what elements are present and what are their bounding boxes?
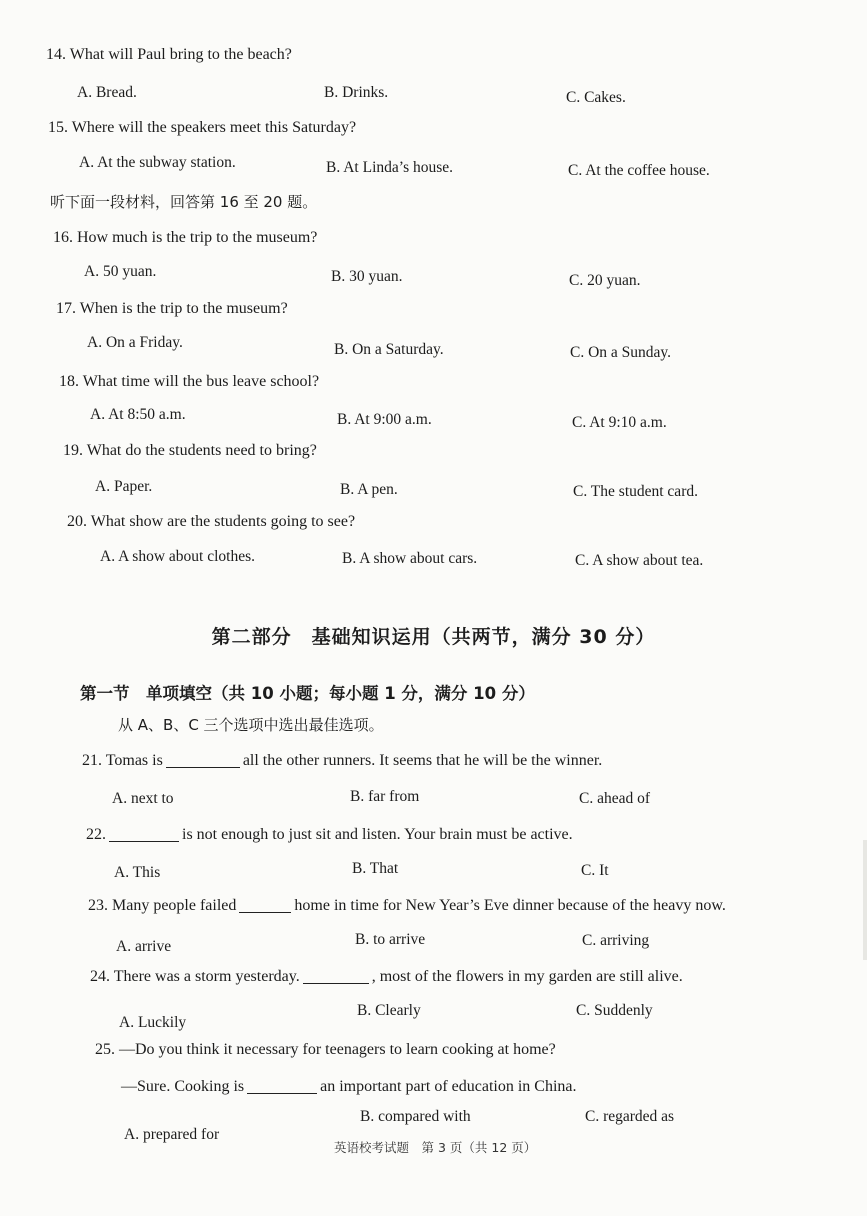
question-22-option-a: A. This [114, 864, 161, 881]
question-21-stem [82, 752, 602, 770]
question-25-stem: 25. —Do you think it necessary for teenagers to learn cooking at home? [95, 1041, 556, 1058]
question-24-option-a: A. Luckily [119, 1014, 187, 1031]
question-14-option-a: A. Bread. [77, 84, 137, 101]
question-23-stem [88, 897, 726, 915]
question-16-stem: 16. How much is the trip to the museum? [53, 229, 318, 246]
question-25-reply-end: an important part of education in China. [320, 1078, 577, 1095]
section-instruction: 从 A、B、C 三个选项中选出最佳选项。 [118, 716, 384, 734]
question-25-reply-start: —Sure. Cooking is [121, 1078, 245, 1095]
question-14-option-c: C. Cakes. [566, 89, 626, 106]
question-18-option-c: C. At 9:10 a.m. [572, 414, 667, 431]
question-15-option-c: C. At the coffee house. [568, 162, 710, 179]
question-19-option-b: B. A pen. [340, 481, 398, 498]
question-14-option-b: B. Drinks. [324, 84, 389, 101]
question-14-stem: 14. What will Paul bring to the beach? [46, 46, 292, 63]
question-15-option-a: A. At the subway station. [79, 154, 236, 171]
question-23-option-b: B. to arrive [355, 931, 426, 948]
question-19-option-a: A. Paper. [95, 478, 153, 495]
question-23-blank [239, 911, 291, 913]
question-21-option-b: B. far from [350, 788, 420, 805]
scan-edge-shadow [863, 840, 867, 960]
question-21-option-a: A. next to [112, 790, 174, 807]
question-20-option-c: C. A show about tea. [575, 552, 704, 569]
question-23-option-a: A. arrive [116, 938, 172, 955]
question-20-option-b: B. A show about cars. [342, 550, 478, 567]
question-17-option-b: B. On a Saturday. [334, 341, 444, 358]
question-21-stem-end: all the other runners. It seems that he will be the winner. [242, 752, 603, 769]
question-22-option-b: B. That [352, 860, 399, 877]
question-18-option-b: B. At 9:00 a.m. [337, 411, 432, 428]
question-15-option-b: B. At Linda’s house. [326, 159, 454, 176]
section-one-title: 第一节 单项填空（共 10 小题；每小题 1 分，满分 10 分） [80, 684, 535, 703]
part-two-title: 第二部分 基础知识运用（共两节，满分 30 分） [211, 626, 656, 648]
question-22-stem-end: is not enough to just sit and listen. Your brain must be active. [182, 826, 573, 843]
question-24-stem-start: 24. There was a storm yesterday. [90, 968, 300, 985]
question-16-option-c: C. 20 yuan. [569, 272, 641, 289]
question-22-stem [86, 826, 573, 844]
question-22-blank [109, 840, 179, 842]
question-24-option-c: C. Suddenly [576, 1002, 653, 1019]
question-25-option-c: C. regarded as [585, 1108, 675, 1125]
question-15-stem: 15. Where will the speakers meet this Saturday? [48, 119, 357, 136]
question-25-blank [247, 1092, 317, 1094]
listening-instruction: 听下面一段材料，回答第 16 至 20 题。 [50, 193, 318, 211]
question-23-option-c: C. arriving [582, 932, 650, 949]
question-21-option-c: C. ahead of [579, 790, 651, 807]
question-25-option-b: B. compared with [360, 1108, 471, 1125]
question-18-option-a: A. At 8:50 a.m. [90, 406, 186, 423]
question-25-reply [121, 1078, 577, 1096]
question-20-stem: 20. What show are the students going to see? [67, 513, 356, 530]
question-22-number: 22. [86, 826, 106, 843]
question-17-stem: 17. When is the trip to the museum? [56, 300, 288, 317]
question-17-option-a: A. On a Friday. [87, 334, 183, 351]
question-25-option-a: A. prepared for [124, 1126, 220, 1143]
question-23-stem-start: 23. Many people failed [88, 897, 237, 914]
question-21-stem-start: 21. Tomas is [82, 752, 163, 769]
question-19-option-c: C. The student card. [573, 483, 698, 500]
question-16-option-b: B. 30 yuan. [331, 268, 403, 285]
question-17-option-c: C. On a Sunday. [570, 344, 672, 361]
question-23-stem-end: home in time for New Year’s Eve dinner because of the heavy now. [294, 897, 726, 914]
question-20-option-a: A. A show about clothes. [100, 548, 255, 565]
question-24-stem-end: , most of the flowers in my garden are still alive. [371, 968, 683, 985]
page-footer: 英语校考试题 第 3 页（共 12 页） [334, 1140, 537, 1155]
question-21-blank [166, 766, 240, 768]
question-24-option-b: B. Clearly [357, 1002, 421, 1019]
question-22-option-c: C. It [581, 862, 609, 879]
question-16-option-a: A. 50 yuan. [84, 263, 157, 280]
question-18-stem: 18. What time will the bus leave school? [59, 373, 320, 390]
question-24-stem [90, 968, 683, 986]
question-24-blank [303, 982, 369, 984]
question-19-stem: 19. What do the students need to bring? [63, 442, 317, 459]
